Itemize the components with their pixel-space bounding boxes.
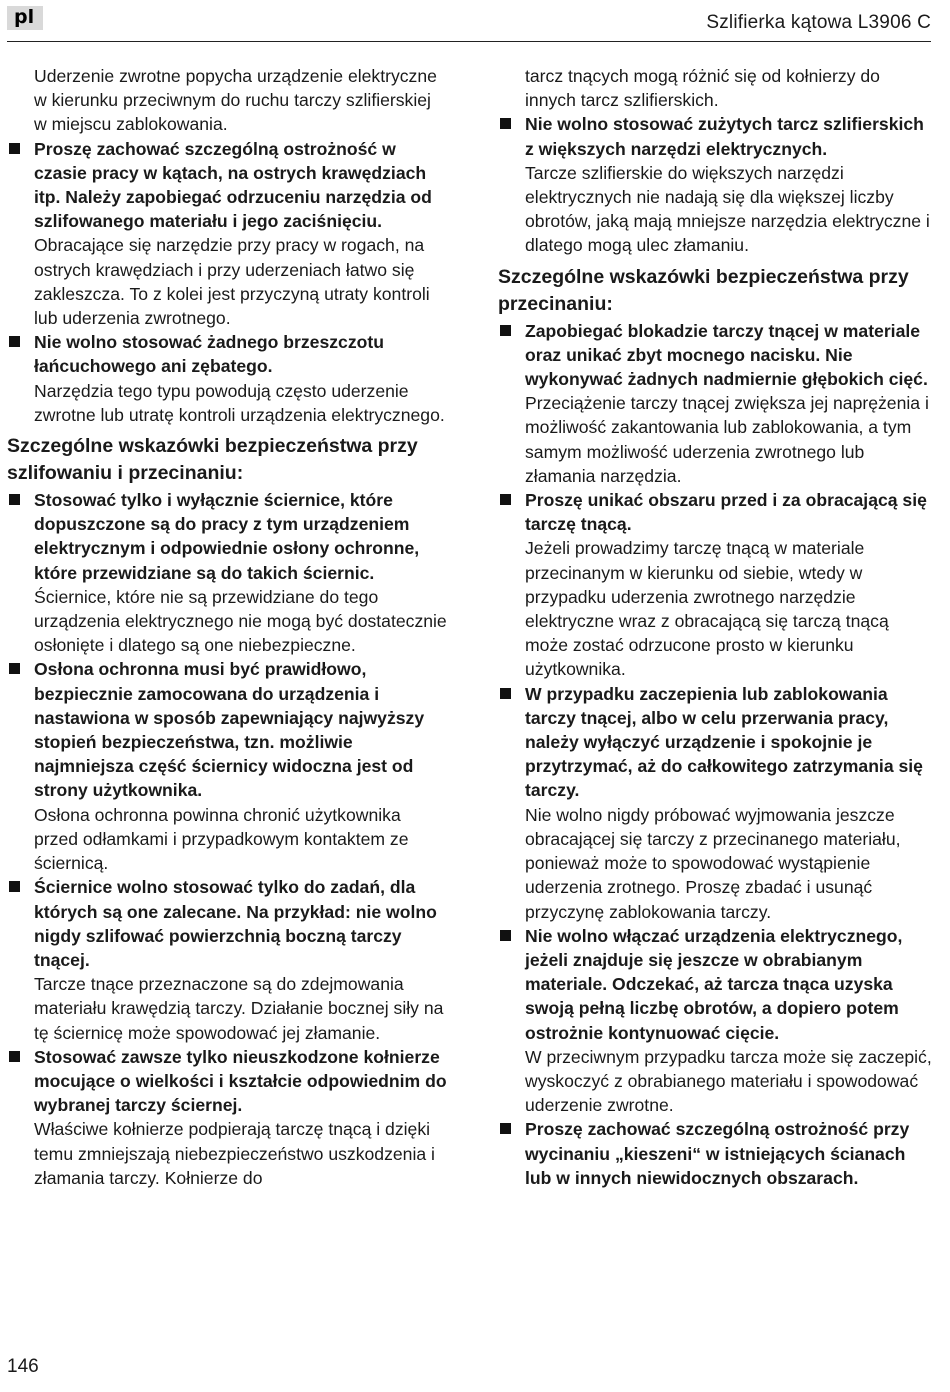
square-bullet-icon xyxy=(9,143,20,154)
item-heading: Nie wolno stosować zużytych tarcz szlifierskich z większych narzędzi elektrycznych. xyxy=(525,114,924,159)
square-bullet-icon xyxy=(500,1123,511,1134)
item-text: Przeciążenie tarczy tnącej zwiększa jej naprężenia i możliwość zakantowania lub zablokowania, a tym samym możliwość uderzenia zwrotnego lub złamania narzędzia. xyxy=(525,393,929,486)
square-bullet-icon xyxy=(500,930,511,941)
item-text: Właściwe kołnierze podpierają tarczę tnącą i dzięki temu zmniejszają niebezpieczeństwo uszkodzenia i złamania tarczy. Kołnierze do xyxy=(34,1119,435,1188)
item-text: Ściernice, które nie są przewidziane do tego urządzenia elektrycznego nie mogą być dostatecznie osłonięte i dlatego są one niebezpieczne. xyxy=(34,586,447,656)
list-item xyxy=(498,924,933,1118)
item-heading: Nie wolno stosować żadnego brzeszczotu łańcuchowego ani zębatego. xyxy=(34,332,384,377)
left-column xyxy=(7,64,447,1190)
item-text: Tarcze szlifierskie do większych narzędzi elektrycznych nie nadają się dla większej liczby obrotów, jaką mają mniejsze narzędzia elektryczne i dlatego mogą ulec złamaniu. xyxy=(525,162,930,256)
list-item xyxy=(7,137,447,331)
document-title: Szlifierka kątowa L3906 C xyxy=(706,12,931,33)
square-bullet-icon xyxy=(500,325,511,336)
page-number: 146 xyxy=(7,1356,39,1377)
item-heading: Zapobiegać blokadzie tarczy tnącej w materiale oraz unikać zbyt mocnego nacisku. Nie wykonywać żadnych nadmiernie głębokich cięć. xyxy=(525,320,928,390)
item-text: W przeciwnym przypadku tarcza może się zaczepić, wyskoczyć z obrabianego materiału i spowodować uderzenie zwrotne. xyxy=(525,1046,932,1116)
continuation-paragraph: tarcz tnących mogą różnić się od kołnierzy do innych tarcz szlifierskich. xyxy=(525,66,880,111)
square-bullet-icon xyxy=(9,494,20,505)
section-heading: Szczególne wskazówki bezpieczeństwa przy szlifowaniu i przecinaniu: xyxy=(7,435,418,485)
item-heading: Stosować zawsze tylko nieuszkodzone kołnierze mocujące o wielkości i kształcie odpowiednim do wybranej tarczy ściernej. xyxy=(34,1046,447,1116)
item-text: Tarcze tnące przeznaczone są do zdejmowania materiału krawędzią tarczy. Działanie bocznej siły na tę ściernicę może spowodować jej złamanie. xyxy=(34,974,444,1043)
list-item xyxy=(498,112,933,257)
square-bullet-icon xyxy=(500,118,511,129)
item-heading: Ściernice wolno stosować tylko do zadań, dla których są one zalecane. Na przykład: nie wolno nigdy szlifować powierzchnią boczną tarczy tnącej. xyxy=(34,877,437,970)
square-bullet-icon xyxy=(9,663,20,674)
intro-paragraph: Uderzenie zwrotne popycha urządzenie elektryczne w kierunku przeciwnym do ruchu tarczy szlifierskiej w miejscu zablokowania. xyxy=(34,66,437,135)
list-item xyxy=(7,657,447,875)
item-heading: W przypadku zaczepienia lub zablokowania tarczy tnącej, albo w celu przerwania pracy, należy wyłączyć urządzenie i spokojnie je przytrzymać, aż do całkowitego zatrzymania się tarczy. xyxy=(525,683,923,801)
item-heading: Stosować tylko i wyłącznie ściernice, które dopuszczone są do pracy z tym urządzeniem elektrycznym i odpowiednie osłony ochronne, które przewidziane są do takich ściernic. xyxy=(34,490,420,583)
square-bullet-icon xyxy=(9,881,20,892)
list-item xyxy=(498,488,933,682)
item-heading: Nie wolno włączać urządzenia elektrycznego, jeżeli znajduje się jeszcze w obrabianym materiale. Odczekać, aż tarcza tnąca uzyska swoją pełną liczbę obrotów, a dopiero potem ostrożnie kontynuować cięcie. xyxy=(525,925,903,1043)
item-text: Nie wolno nigdy próbować wyjmowania jeszcze obracającej się tarczy z przecinanego materiału, ponieważ może to spowodować wystąpienie uderzenia zrotnego. Proszę zbadać i usunąć przyczynę zablokowania tarczy. xyxy=(525,804,901,922)
square-bullet-icon xyxy=(500,494,511,505)
header-divider xyxy=(7,41,931,42)
list-item xyxy=(7,1045,447,1190)
square-bullet-icon xyxy=(9,1051,20,1062)
language-badge: pl xyxy=(7,6,43,30)
list-item xyxy=(498,319,933,488)
list-item xyxy=(7,488,447,657)
item-heading: Proszę zachować szczególną ostrożność w czasie pracy w kątach, na ostrych krawędziach itp. Należy zapobiegać odrzuceniu narzędzia od szlifowanego materiału i jego zaciśnięciu. xyxy=(34,138,432,232)
section-heading: Szczególne wskazówki bezpieczeństwa przy przecinaniu: xyxy=(498,265,909,315)
square-bullet-icon xyxy=(500,688,511,699)
item-heading: Osłona ochronna musi być prawidłowo, bezpiecznie zamocowana do urządzenia i nastawiona w sposób zapewniający najwyższy stopień bezpieczeństwa, tzn. możliwie najmniejsza część ściernicy widoczna jest od strony użytkownika. xyxy=(34,659,425,801)
item-heading: Proszę zachować szczególną ostrożność przy wycinaniu „kieszeni“ w istniejących ścianach lub w innych niewidocznych obszarach. xyxy=(525,1119,910,1188)
item-text: Obracające się narzędzie przy pracy w rogach, na ostrych krawędziach i przy uderzeniach łatwo się zakleszcza. To z kolei jest przyczyną utraty kontroli lub uderzenia zwrotnego. xyxy=(34,235,430,329)
list-item xyxy=(7,330,447,427)
list-item xyxy=(498,682,933,924)
list-item xyxy=(7,875,447,1044)
item-text: Jeżeli prowadzimy tarczę tnącą w materiale przecinanym w kierunku od siebie, wtedy w przypadku uderzenia zwrotnego narzędzie elektryczne wraz z obracającą się tarczą tnącą może zostać odrzucone prosto w kierunku użytkownika. xyxy=(525,538,889,680)
square-bullet-icon xyxy=(9,336,20,347)
item-heading: Proszę unikać obszaru przed i za obracającą się tarczę tnącą. xyxy=(525,490,927,535)
right-column xyxy=(498,64,933,1190)
list-item xyxy=(498,1117,933,1190)
item-text: Osłona ochronna powinna chronić użytkownika przed odłamkami i przypadkowym kontaktem ze ściernicą. xyxy=(34,804,409,874)
item-text: Narzędzia tego typu powodują często uderzenie zwrotne lub utratę kontroli urządzenia elektrycznego. xyxy=(34,380,445,425)
